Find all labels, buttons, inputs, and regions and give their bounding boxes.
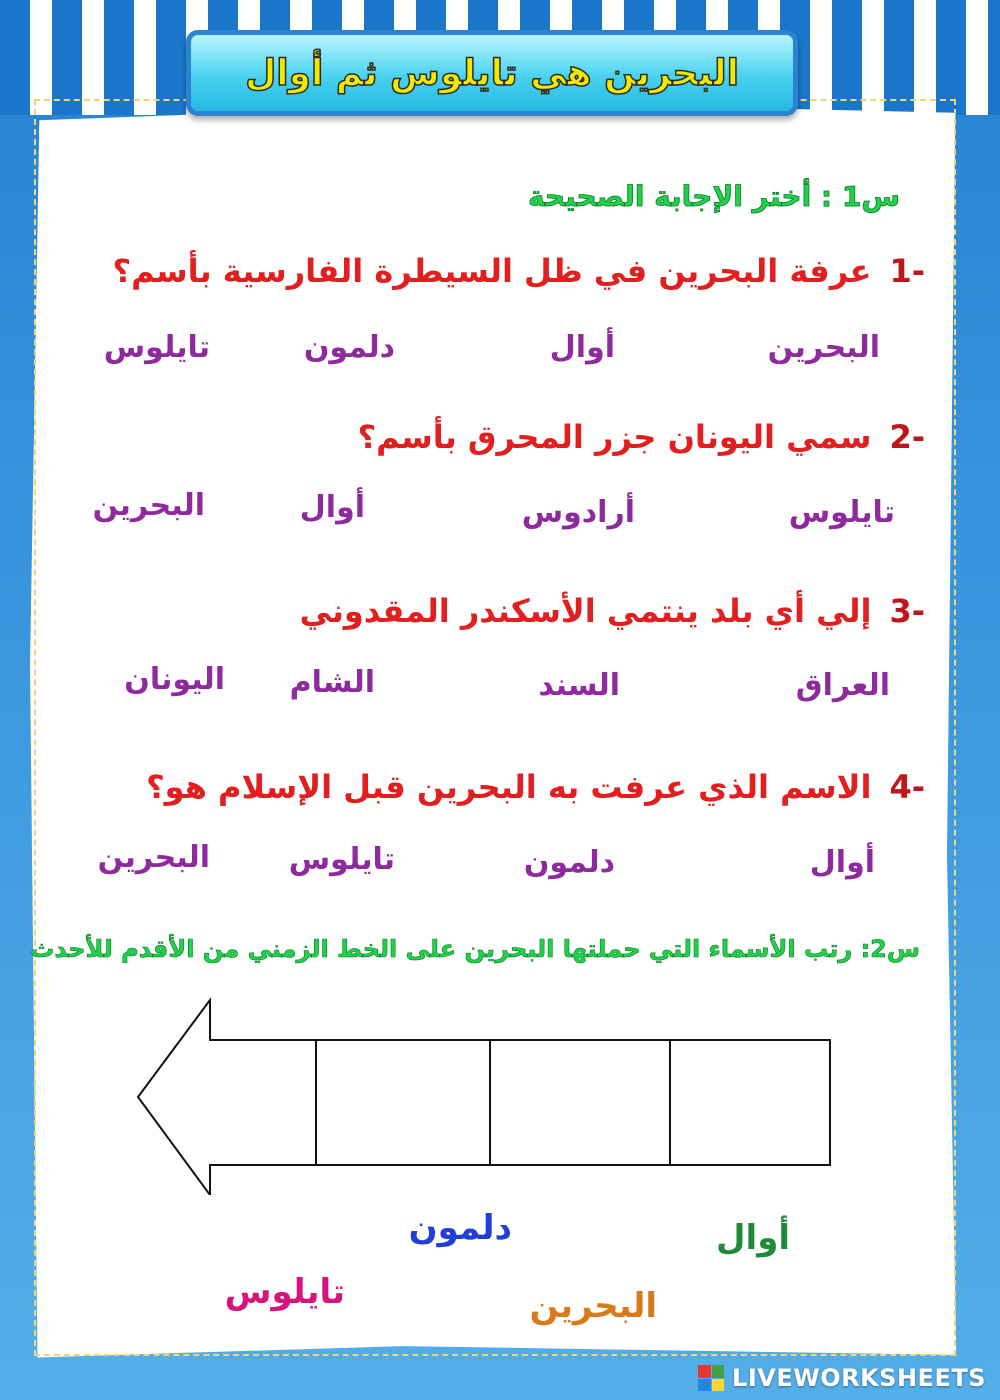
drag-word-tylos[interactable]: تايلوس [224,1272,345,1312]
q4-option-3[interactable]: تايلوس [288,842,395,877]
q2-option-3[interactable]: أوال [299,490,365,525]
drag-word-bahrain[interactable]: البحرين [529,1286,657,1326]
question-4-number: -4 [889,768,925,806]
q2-option-4[interactable]: البحرين [92,488,205,523]
timeline-slot-3[interactable] [316,1040,490,1165]
question-2-number: -2 [889,418,925,456]
q3-option-1[interactable]: العراق [795,668,890,703]
question-1 [113,252,926,290]
timeline-slot-1[interactable] [670,1040,830,1165]
question-3-number: -3 [889,592,925,630]
question-3-text: إلي أي بلد ينتمي الأسكندر المقدوني [299,592,872,630]
question-1-text: عرفة البحرين في ظل السيطرة الفارسية بأسم؟ [112,252,872,290]
section2-heading: س2: رتب الأسماء التي حملتها البحرين على الخط الزمني من الأقدم للأحدث [30,935,920,963]
q1-option-3[interactable]: دلمون [303,330,395,365]
q1-option-2[interactable]: أوال [549,330,615,365]
drag-word-dilmun[interactable]: دلمون [408,1208,512,1248]
drag-word-awal[interactable]: أوال [716,1218,790,1258]
question-3 [299,592,925,630]
q4-option-4[interactable]: البحرين [97,840,210,875]
logo-square-4 [712,1379,725,1392]
section1-heading: س1 : أختر الإجابة الصحيحة [527,180,900,213]
footer-brand [698,1364,986,1392]
q3-option-3[interactable]: الشام [289,665,375,700]
timeline-slot-2[interactable] [490,1040,670,1165]
q3-option-2[interactable]: السند [538,668,620,703]
timeline-arrow [130,995,840,1195]
q3-option-4[interactable]: اليونان [124,662,225,697]
q2-option-1[interactable]: تايلوس [788,495,895,530]
q4-option-1[interactable]: أوال [809,845,875,880]
q1-option-1[interactable]: البحرين [767,330,880,365]
q4-option-2[interactable]: دلمون [523,845,615,880]
title-banner [186,30,798,116]
question-4 [146,768,925,806]
liveworksheets-logo-icon [698,1365,724,1391]
question-4-text: الاسم الذي عرفت به البحرين قبل الإسلام هو؟ [146,768,872,806]
question-2-text: سمي اليونان جزر المحرق بأسم؟ [357,418,872,456]
brand-name: LIVEWORKSHEETS [732,1364,986,1392]
q1-option-4[interactable]: تايلوس [103,330,210,365]
q2-option-2[interactable]: أرادوس [521,495,635,530]
logo-square-2 [712,1365,725,1378]
logo-square-3 [698,1379,711,1392]
page-title: البحرين هي تايلوس ثم أوال [245,52,739,94]
question-1-number: -1 [889,252,925,290]
logo-square-1 [698,1365,711,1378]
question-2 [358,418,925,456]
